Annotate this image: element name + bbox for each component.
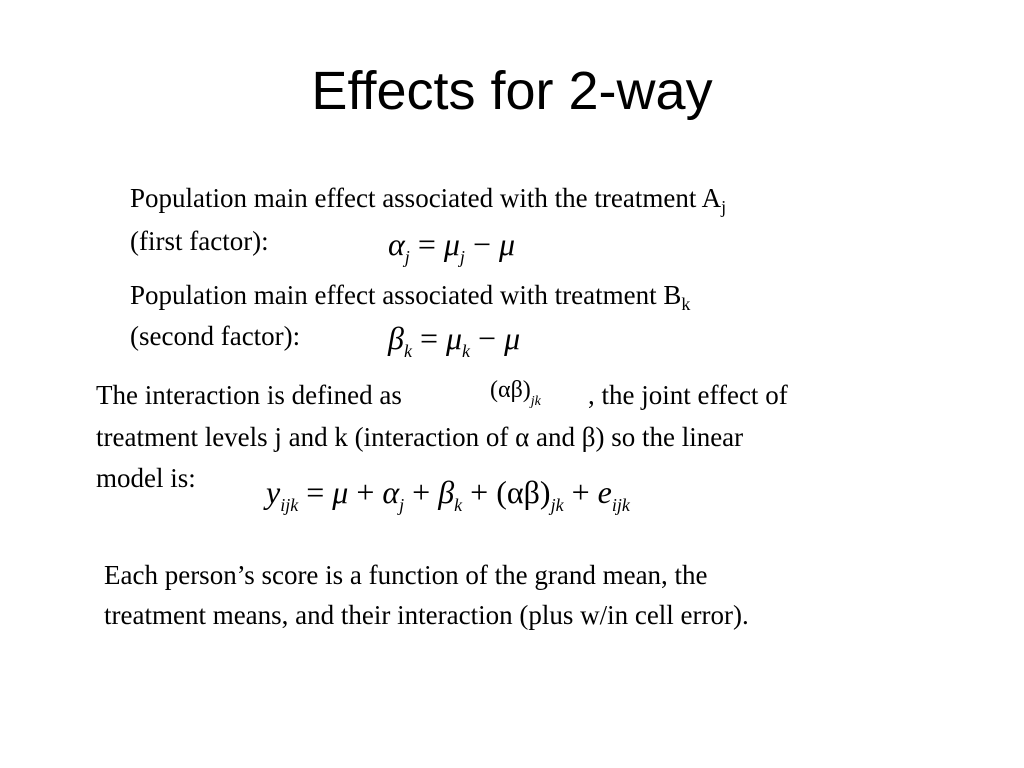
effect-a-line2: (first factor): <box>130 226 269 256</box>
effect-b-line2: (second factor): <box>130 321 301 351</box>
effect-a-line1: Population main effect associated with the treatment $A_j$ <box>130 183 727 217</box>
summary-line1: Each person’s score is a function of the grand mean, the <box>104 560 708 590</box>
effect-b-subscript: k <box>681 294 691 314</box>
effect-b-line1: Population main effect associated with treatment $B_k$ <box>130 280 691 314</box>
effect-a-formula: $\alpha_j = \mu_j - \mu$ <box>388 226 516 267</box>
slide-title: Effects for 2-way <box>311 61 713 121</box>
effect-b-formula: $\beta_k = \mu_k - \mu$ <box>388 320 521 361</box>
linear-model-formula: $y_{ijk} = \mu + \alpha_j + \beta_k + (\alpha\beta)_{jk} + e_{ijk}$ <box>266 474 630 515</box>
interaction-line1-pre: The interaction is defined as <box>96 380 402 410</box>
summary-line2: treatment means, and their interaction (plus w/in cell error). <box>104 600 749 630</box>
interaction-line2: treatment levels j and k (interaction of α and β) so the linear <box>96 422 744 452</box>
interaction-line3: model is: <box>96 463 196 493</box>
effect-a-subscript: j <box>721 197 727 217</box>
interaction-inline-term: $(\alpha\beta)_{jk}$ <box>490 377 541 409</box>
interaction-line1-post: , the joint effect of <box>588 380 788 410</box>
